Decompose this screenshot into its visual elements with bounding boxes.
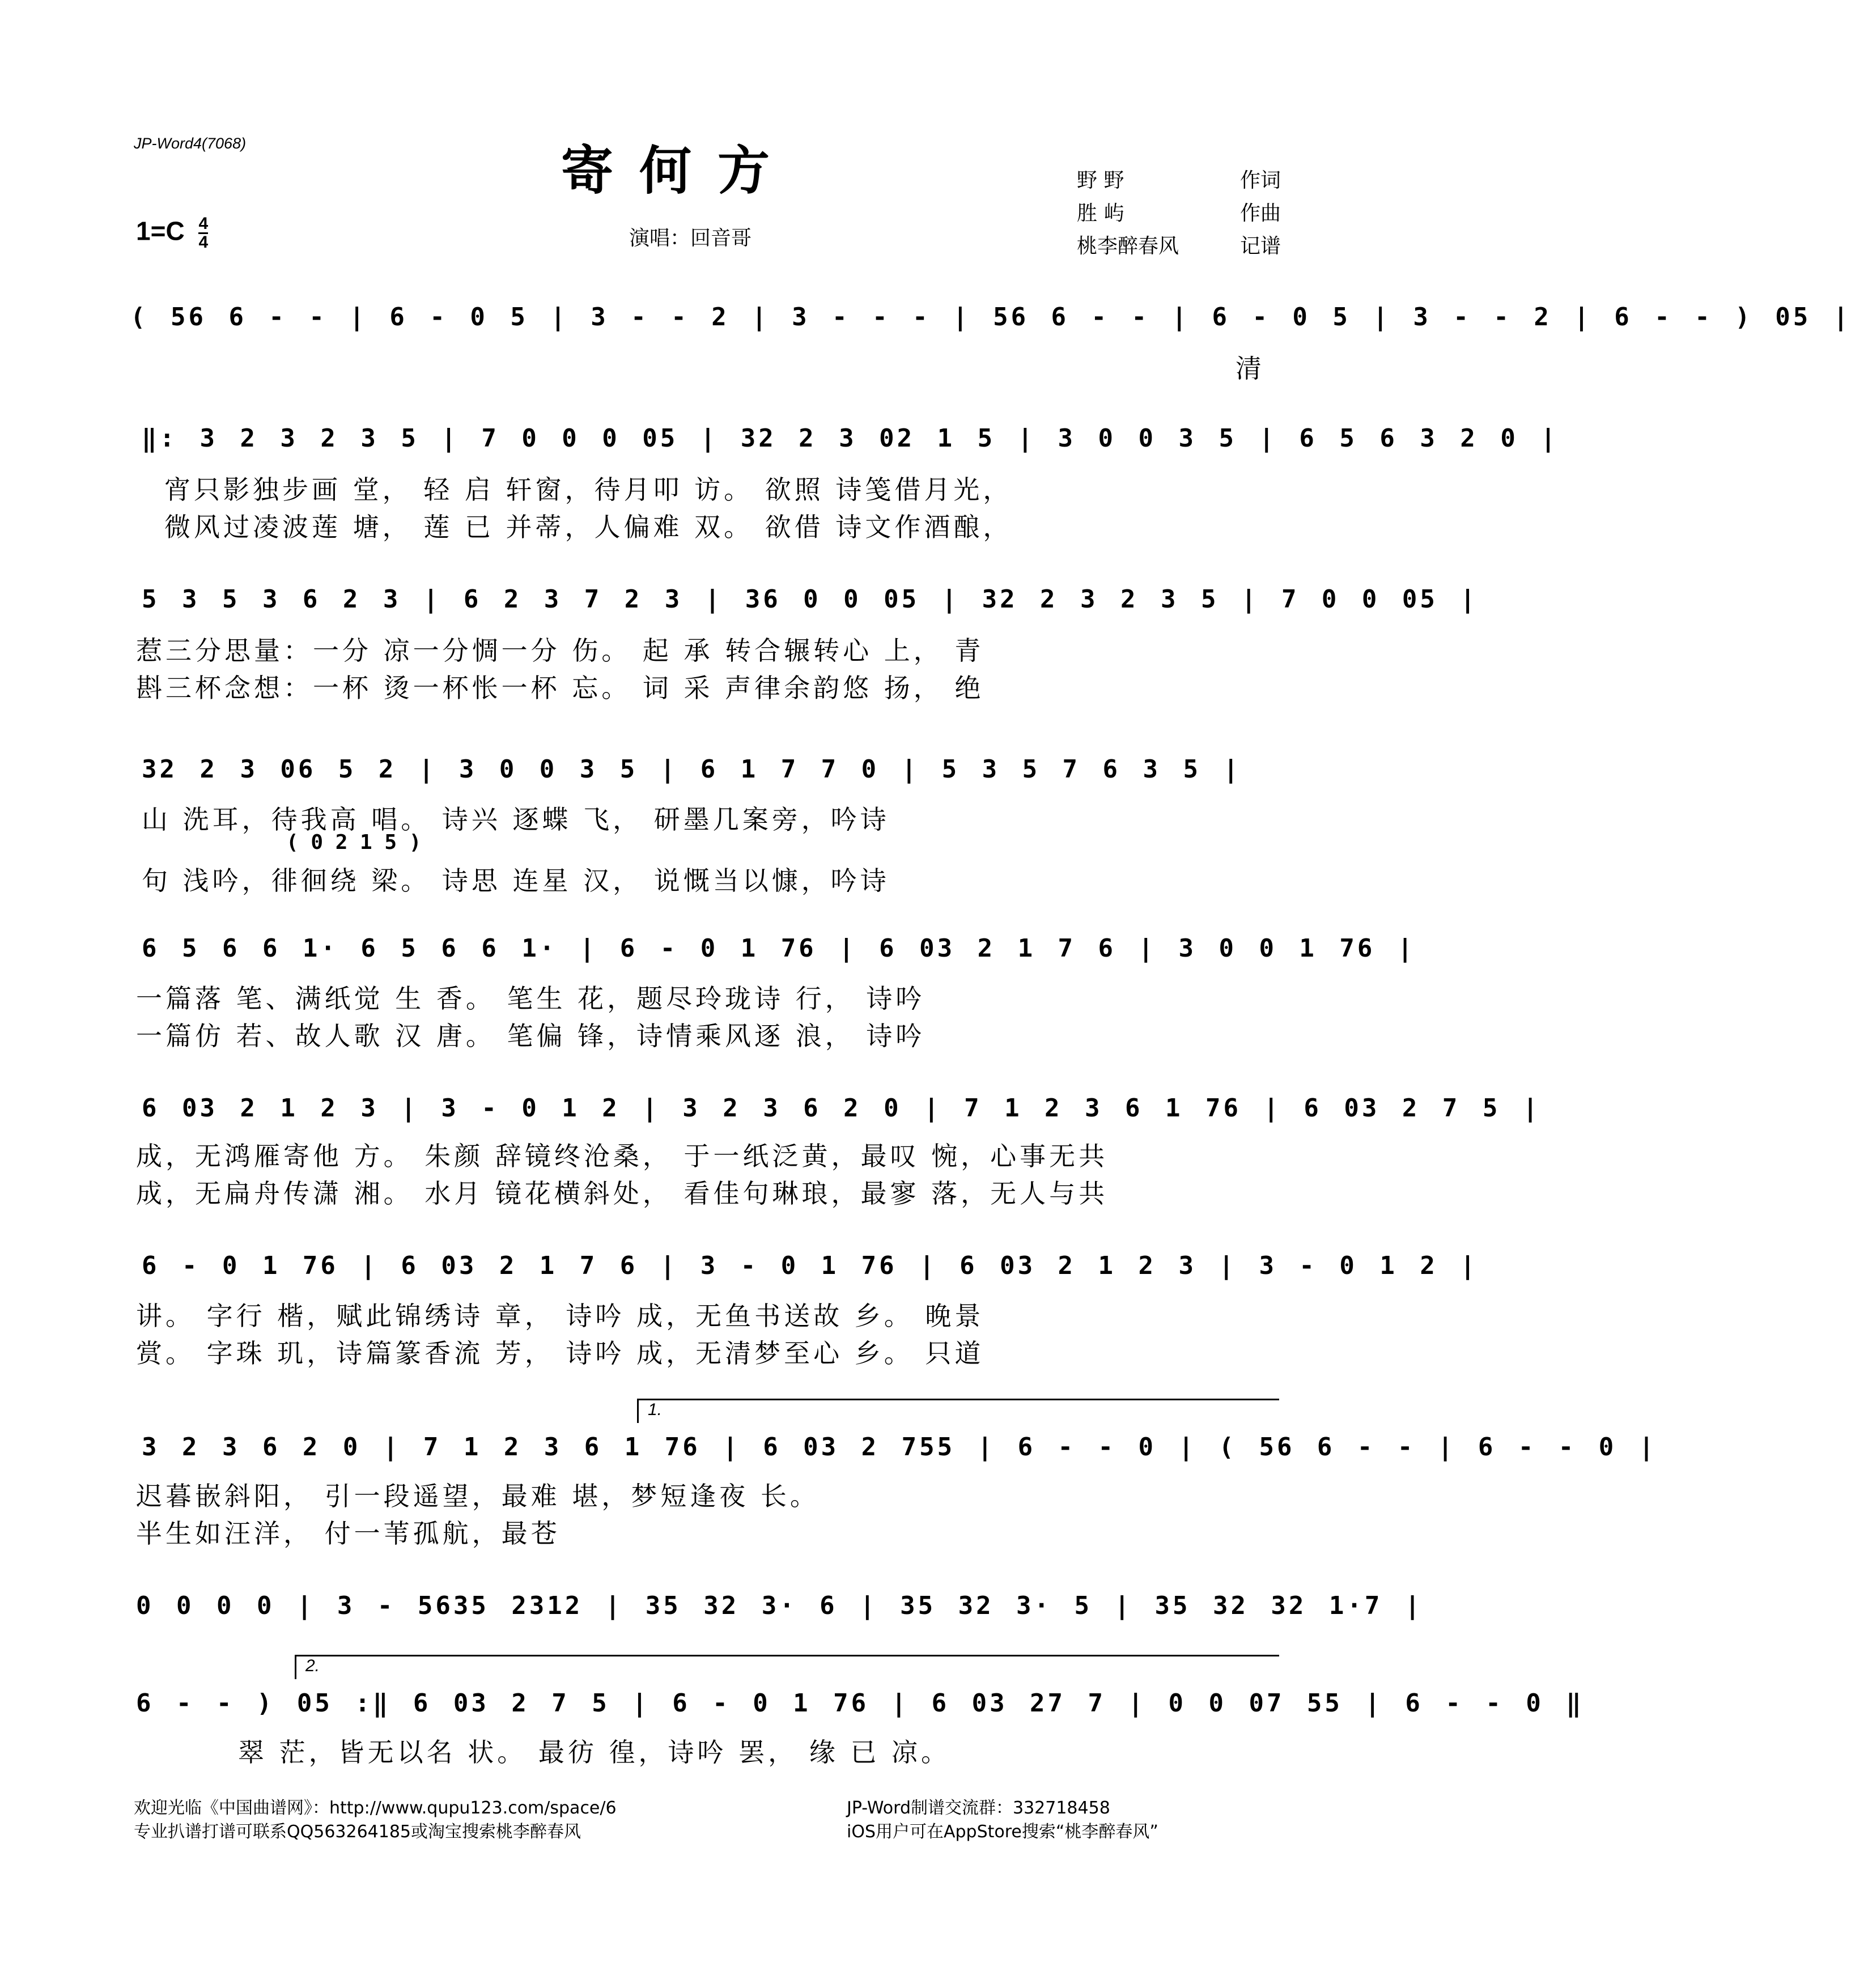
lyric-line-8-verse-1: 迟暮嵌斜阳， 引一段遥望，最难 堪，梦短逢夜 长。 bbox=[136, 1481, 820, 1511]
footer-left bbox=[134, 1796, 617, 1844]
lyric-line-6-verse-1: 成，无鸿雁寄他 方。 朱颜 辞镜终沧桑， 于一纸泛黄，最叹 惋，心事无共 bbox=[136, 1141, 1109, 1171]
lyric-line-1-verse-1: 清 bbox=[1236, 353, 1265, 384]
lyric-line-3-verse-1: 惹三分思量：一分 凉一分惆一分 伤。 起 承 转合辗转心 上， 青 bbox=[136, 635, 984, 666]
credits bbox=[1077, 164, 1281, 263]
key-signature: 1=C $\frac{4}{4}$ bbox=[136, 214, 209, 252]
second-ending-bracket: 2. bbox=[295, 1655, 1279, 1679]
lyric-line-10-verse-1: 翠 茫，皆无以名 状。 最彷 徨，诗吟 罢， 缘 已 凉。 bbox=[238, 1737, 950, 1768]
lyric-line-6-verse-2: 成，无扁舟传潇 湘。 水月 镜花横斜处， 看佳句琳琅，最寥 落，无人与共 bbox=[136, 1178, 1109, 1209]
score-line-9: 0 0 0 0 | 3 - 5635 2312 | 35 32 3· 6 | 35 32 3· 5 | 35 32 32 1·7 | bbox=[136, 1591, 1423, 1620]
footer-ios: iOS用户可在AppStore搜索“桃李醉春风” bbox=[847, 1822, 1158, 1842]
composer-credit: 胜 屿 作曲 bbox=[1077, 202, 1281, 225]
footer-contact: 专业扒谱打谱可联系QQ563264185或淘宝搜索桃李醉春风 bbox=[134, 1822, 581, 1842]
score-line-6: 6 03 2 1 2 3 | 3 - 0 1 2 | 3 2 3 6 2 0 | 7 1 2 3 6 1 76 | 6 03 2 7 5 | bbox=[142, 1094, 1541, 1123]
lyric-line-3-verse-2: 斟三杯念想：一杯 烫一杯怅一杯 忘。 词 采 声律余韵悠 扬， 绝 bbox=[136, 673, 984, 703]
lyric-line-4-verse-1: 山 洗耳，待我高 唱。 诗兴 逐蝶 飞， 研墨几案旁，吟诗 bbox=[142, 804, 890, 835]
software-label: JP-Word4(7068) bbox=[134, 135, 247, 152]
lyric-line-2-verse-2: 微风过凌波莲 塘， 莲 已 并蒂，人偏难 双。 欲借 诗文作酒酿， bbox=[164, 512, 1013, 542]
first-ending-bracket: 1. bbox=[637, 1399, 1279, 1423]
score-line-10: 6 - - ) 05 :‖ 6 03 2 7 5 | 6 - 0 1 76 | 6 03 27 7 | 0 0 07 55 | 6 - - 0 ‖ bbox=[136, 1689, 1584, 1718]
score-line-5: 6 5 6 6 1· 6 5 6 6 1· | 6 - 0 1 76 | 6 03 2 1 7 6 | 3 0 0 1 76 | bbox=[142, 934, 1416, 963]
lyric-line-2-verse-1: 宵只影独步画 堂， 轻 启 轩窗，待月叩 访。 欲照 诗笺借月光， bbox=[164, 474, 1013, 505]
footer-group: JP-Word制谱交流群：332718458 bbox=[847, 1798, 1110, 1818]
score-line-4: 32 2 3 06 5 2 | 3 0 0 3 5 | 6 1 7 7 0 | 5 3 5 7 6 3 5 | bbox=[142, 755, 1241, 784]
score-line-8: 3 2 3 6 2 0 | 7 1 2 3 6 1 76 | 6 03 2 755 | 6 - - 0 | ( 56 6 - - | 6 - - 0 | bbox=[142, 1433, 1657, 1462]
lyric-line-7-verse-2: 赏。 字珠 玑，诗篇篆香流 芳， 诗吟 成，无清梦至心 乡。 只道 bbox=[136, 1338, 984, 1369]
lyric-line-7-verse-1: 讲。 字行 楷，赋此锦绣诗 章， 诗吟 成，无鱼书送故 乡。 晚景 bbox=[136, 1301, 984, 1331]
lyric-line-4-verse-2: 句 浅吟，徘徊绕 梁。 诗思 连星 汉， 说慨当以慷，吟诗 bbox=[142, 865, 890, 896]
song-title: 寄何方 bbox=[561, 140, 796, 201]
footer-right bbox=[847, 1796, 1158, 1844]
footer-website: 欢迎光临《中国曲谱网》：http://www.qupu123.com/space/6 bbox=[134, 1798, 617, 1818]
lyric-line-5-verse-2: 一篇仿 若、故人歌 汉 唐。 笔偏 锋，诗情乘风逐 浪， 诗吟 bbox=[136, 1021, 926, 1051]
lyricist-credit: 野 野 作词 bbox=[1077, 169, 1281, 192]
time-signature: $\frac{4}{4}$ bbox=[198, 214, 209, 252]
singer-label: 演唱：回音哥 bbox=[629, 227, 752, 250]
lyric-line-5-verse-1: 一篇落 笔、满纸觉 生 香。 笔生 花，题尽玲珑诗 行， 诗吟 bbox=[136, 983, 926, 1014]
score-line-1: ( 56 6 - - | 6 - 0 5 | 3 - - 2 | 3 - - - | 56 6 - - | 6 - 0 5 | 3 - - 2 | 6 - - ) 05 | bbox=[130, 303, 1851, 332]
score-line-7: 6 - 0 1 76 | 6 03 2 1 7 6 | 3 - 0 1 76 | 6 03 2 1 2 3 | 3 - 0 1 2 | bbox=[142, 1251, 1478, 1280]
score-line-3: 5 3 5 3 6 2 3 | 6 2 3 7 2 3 | 36 0 0 05 | 32 2 3 2 3 5 | 7 0 0 05 | bbox=[142, 585, 1478, 614]
score-line-2: ‖: 3 2 3 2 3 5 | 7 0 0 0 05 | 32 2 3 02 1 5 | 3 0 0 3 5 | 6 5 6 3 2 0 | bbox=[142, 424, 1559, 453]
lyric-line-8-verse-2: 半生如汪洋， 付一苇孤航，最苍 bbox=[136, 1518, 561, 1549]
transcriber-credit: 桃李醉春风 记谱 bbox=[1077, 235, 1281, 258]
alternate-notes: ( 0 2 1 5 ) bbox=[286, 831, 422, 854]
